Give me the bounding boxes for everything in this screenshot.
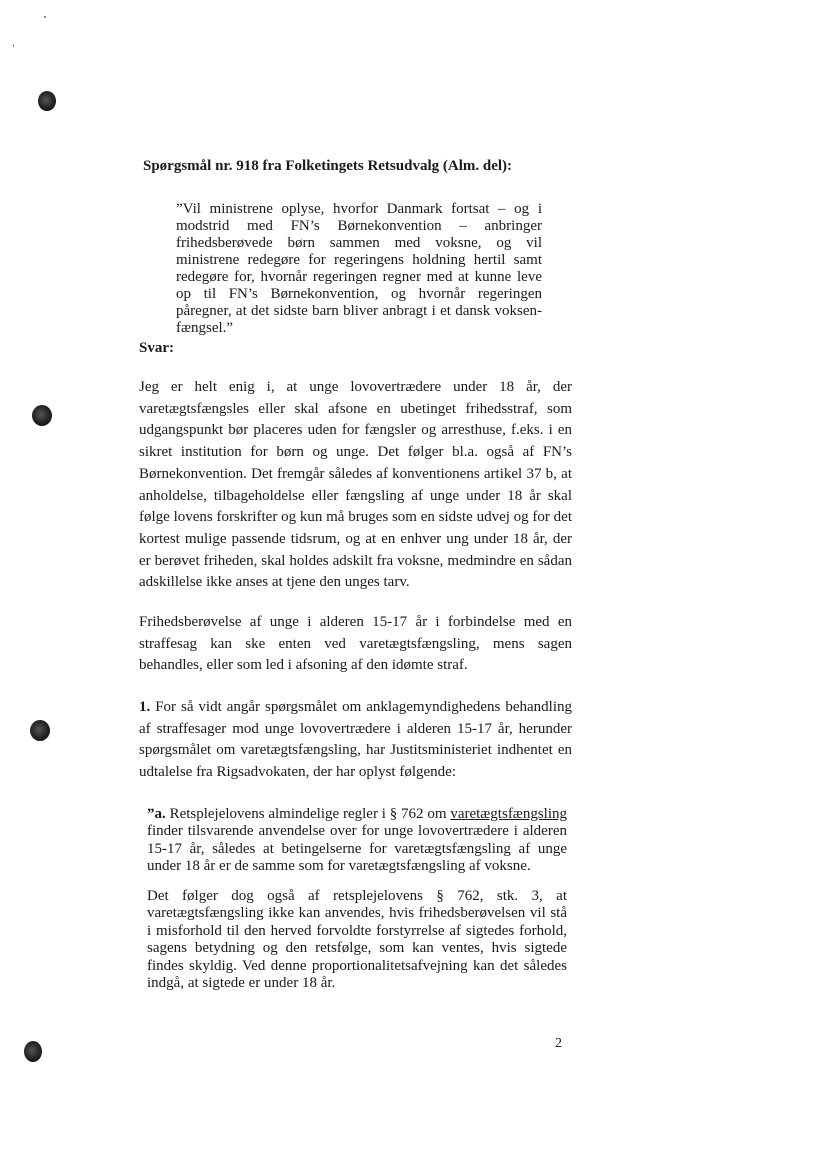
scan-speck — [44, 16, 46, 18]
binder-hole-1 — [38, 91, 56, 111]
quoted-section-b: Det følger dog også af retsplejelovens § 762, stk. 3, at varetægtsfængsling ikke kan anvendes, hvis frihedsberøvelsen vil stå i misforhold til den herved forvoldte forstyrrelse af sigtedes forhold, sagens betydning og den retsfølge, som kan ventes, hvis sigtede findes skyldig. Ved denne proportionalitetsafvejning kan det således indgå, at sigtede er under 18 år. — [147, 888, 567, 992]
question-heading: Spørgsmål nr. 918 fra Folketingets Retsudvalg (Alm. del): — [143, 158, 513, 174]
paragraph-number: 1. — [139, 699, 151, 715]
answer-label: Svar: — [139, 340, 174, 356]
binder-hole-3 — [30, 720, 50, 741]
binder-hole-4 — [24, 1041, 42, 1062]
paragraph-3-text: For så vidt angår spørgsmålet om anklagemyndighedens behandling af straffesager mod unge lovovertrædere i alderen 15-17 år, herunder spørgsmålet om varetægtsfængsling, har Justitsministeriet indhentet en udtalelse fra Rigsadvokaten, der har oplyst følgende: — [139, 699, 572, 781]
question-text: ”Vil ministrene oplyse, hvorfor Danmark fortsat – og i modstrid med FN’s Børnekonvention – anbringer frihedsberøvede børn sammen med voksne, og vil ministrene redegøre for regeringens holdning hertil samt redegøre for, hvornår regeringen regner med at kunne leve op til FN’s Børnekonvention, og hvornår regeringen påregner, at det sidste barn bliver anbragt i et dansk voksen-fængsel.” — [176, 201, 542, 336]
page-number: 2 — [555, 1036, 562, 1051]
scan-speck — [13, 44, 14, 47]
section-a-underlined-term: varetægtsfængsling — [450, 806, 567, 822]
binder-hole-2 — [32, 405, 52, 426]
section-a-text-end: finder tilsvarende anvendelse over for unge lovovertrædere i alderen 15-17 år, således at betingelserne for varetægtsfængsling af unge under 18 år er de samme som for varetægtsfængsling af voksne. — [147, 823, 567, 875]
section-a-label: ”a. — [147, 806, 166, 822]
answer-paragraph-2: Frihedsberøvelse af unge i alderen 15-17 år i forbindelse med en straffesag kan ske enten ved varetægtsfængsling, mens sagen behandles, eller som led i afsoning af den idømte straf. — [139, 614, 572, 674]
quoted-section-a — [147, 806, 567, 876]
answer-paragraph-1: Jeg er helt enig i, at unge lovovertrædere under 18 år, der varetægtsfængsles eller skal afsone en ubetinget frihedsstraf, som udgangspunkt bør placeres uden for fængsler og arresthuse, f.eks. i en sikret institution for børn og unge. Det følger bl.a. også af FN’s Børnekonvention. Det fremgår således af konventionens artikel 37 b, at anholdelse, tilbageholdelse eller fængsling af unge under 18 år skal følge lovens forskrifter og kun må bruges som en sidste udvej og for det kortest mulige passende tidsrum, og at en enhver ung under 18 år, der er berøvet friheden, skal holdes adskilt fra voksne, medmindre en sådan adskillelse ikke anses at tjene den unges tarv. — [139, 379, 572, 591]
section-a-text-start: Retsplejelovens almindelige regler i § 762 om — [169, 806, 447, 822]
answer-paragraph-3 — [139, 697, 572, 784]
